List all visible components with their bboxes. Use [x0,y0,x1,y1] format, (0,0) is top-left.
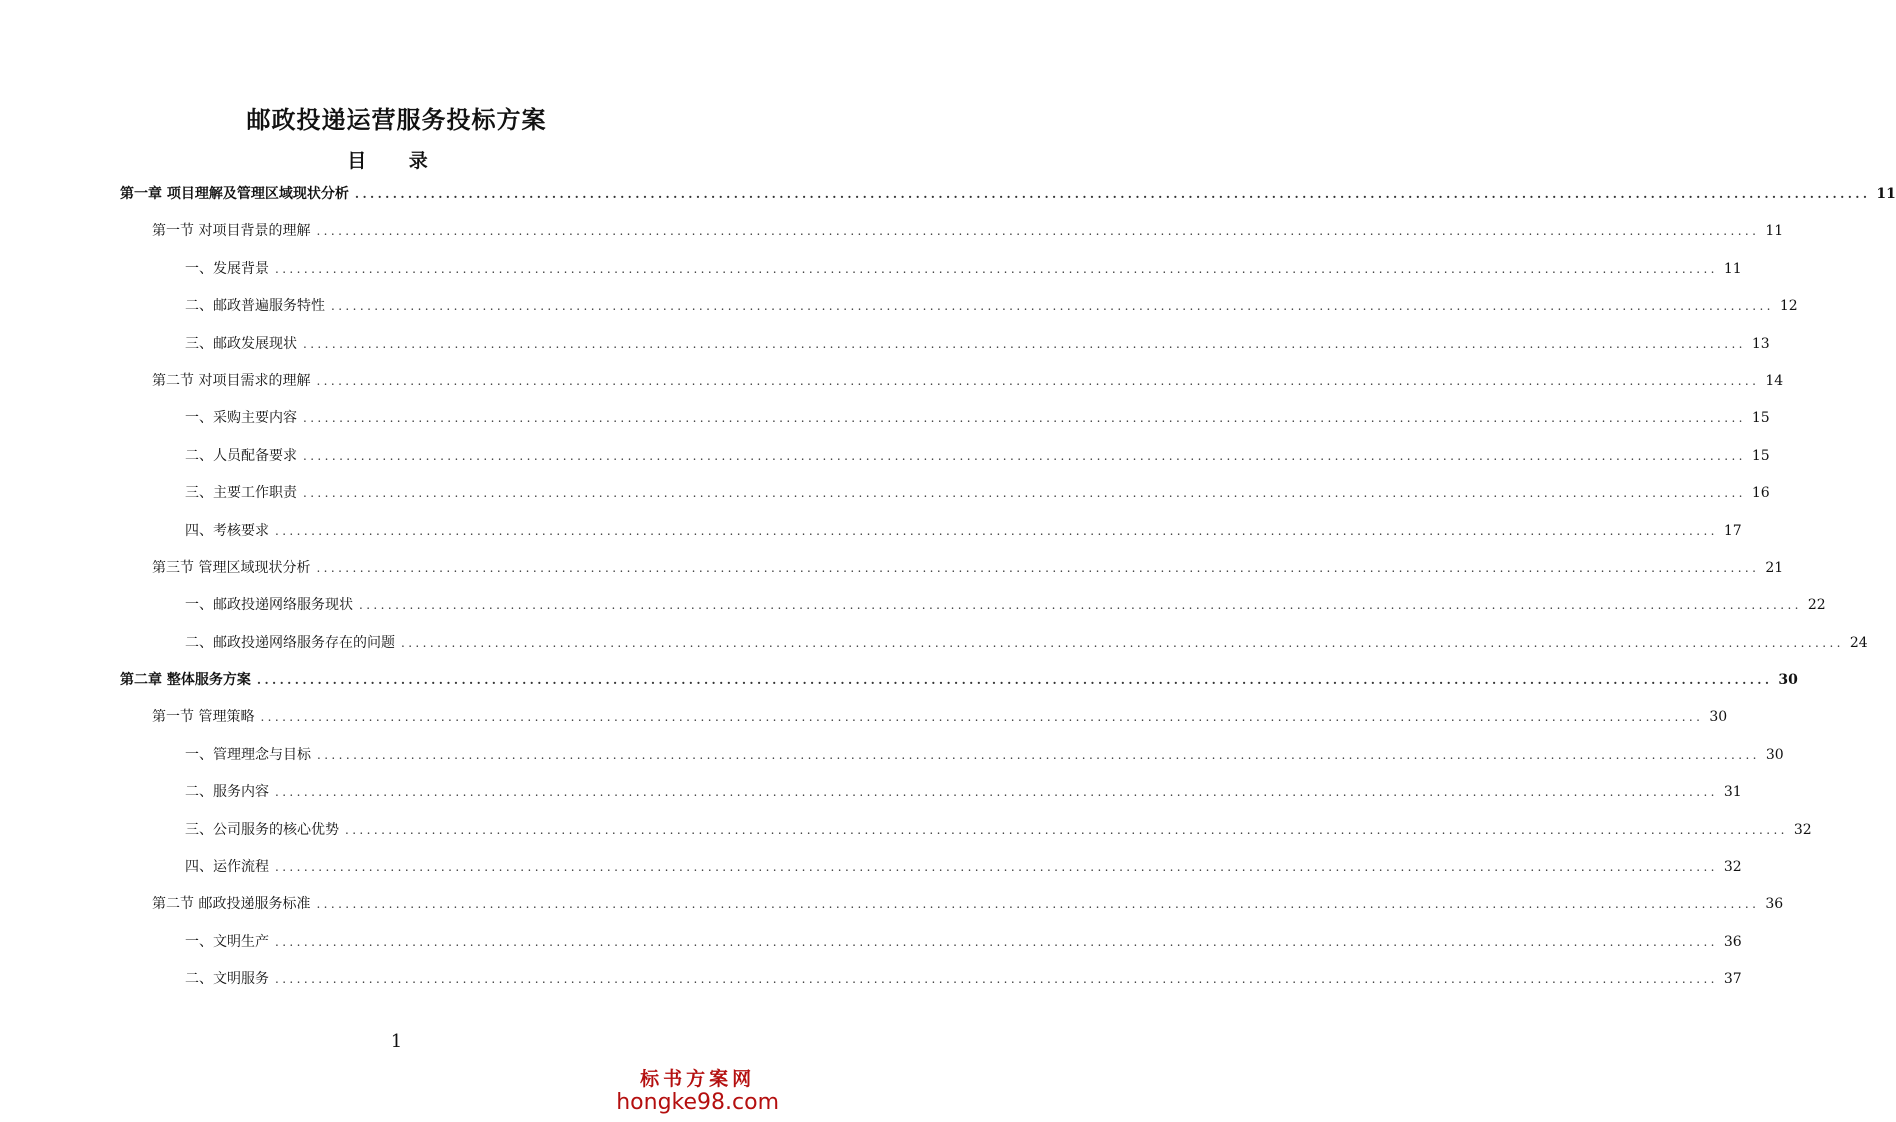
toc-leader-dots: ........................................................................................................................................................................................................ [317,748,1760,762]
toc-entry-subsection[interactable]: 一、邮政投递网络服务现状 ........................................................................................................................................................................................................ 22 [185,594,675,616]
toc-entry-subsection[interactable]: 三、主要工作职责 ........................................................................................................................................................................................................ 16 [185,482,675,504]
toc-page-number: 12 [1779,298,1798,314]
toc-entry-chapter[interactable]: 第一章 项目理解及管理区域现状分析 ........................................................................................................................................................................................................ 11 [120,183,675,205]
toc-entry-subsection[interactable]: 二、邮政投递网络服务存在的问题 ........................................................................................................................................................................................................ 24 [185,632,675,654]
toc-page-number: 32 [1793,822,1812,838]
toc-leader-dots: ........................................................................................................................................................................................................ [275,524,1718,538]
toc-entry-subsection[interactable]: 二、文明服务 ........................................................................................................................................................................................................ 37 [185,968,675,990]
toc-entry-subsection[interactable]: 三、公司服务的核心优势 ........................................................................................................................................................................................................ 32 [185,819,675,841]
toc-page-number: 14 [1765,373,1784,389]
toc-page-number: 15 [1751,410,1770,426]
toc-leader-dots: ........................................................................................................................................................................................................ [275,262,1718,276]
document-title: 邮政投递运营服务投标方案 [246,106,547,134]
toc-page-number: 30 [1778,672,1798,688]
toc-page-number: 30 [1765,747,1784,763]
toc-leader-dots: ........................................................................................................................................................................................................ [260,710,1704,724]
toc-entry-subsection[interactable]: 三、邮政发展现状 ........................................................................................................................................................................................................ 13 [185,333,675,355]
toc-leader-dots: ........................................................................................................................................................................................................ [316,561,1760,575]
toc-entry-section[interactable]: 第二节 对项目需求的理解 ........................................................................................................................................................................................................ 14 [152,370,675,392]
toc-page-number: 11 [1876,186,1896,202]
toc-leader-dots: ........................................................................................................................................................................................................ [316,374,1760,388]
watermark-text-domain: hongke98.com [616,1090,779,1115]
toc-entry-subsection[interactable]: 一、文明生产 ........................................................................................................................................................................................................ 36 [185,931,675,953]
toc-leader-dots: ........................................................................................................................................................................................................ [331,299,1774,313]
toc-leader-dots: ........................................................................................................................................................................................................ [316,224,1760,238]
toc-page-number: 21 [1765,560,1784,576]
toc-page-number: 15 [1751,448,1770,464]
toc-entry-section[interactable]: 第三节 管理区域现状分析 ........................................................................................................................................................................................................ 21 [152,557,675,579]
toc-entry-subsection[interactable]: 二、邮政普遍服务特性 ........................................................................................................................................................................................................ 12 [185,295,675,317]
toc-page-number: 16 [1751,485,1770,501]
toc-leader-dots: ........................................................................................................................................................................................................ [359,598,1802,612]
toc-page-number: 36 [1723,934,1742,950]
toc-entry-subsection[interactable]: 四、运作流程 ........................................................................................................................................................................................................ 32 [185,856,675,878]
toc-page-number: 13 [1751,336,1770,352]
toc-leader-dots: ........................................................................................................................................................................................................ [303,337,1746,351]
toc-page-number: 30 [1709,709,1728,725]
toc-page-number: 24 [1849,635,1868,651]
toc-entry-subsection[interactable]: 一、采购主要内容 ........................................................................................................................................................................................................ 15 [185,407,675,429]
toc-leader-dots: ........................................................................................................................................................................................................ [345,823,1788,837]
toc-entry-section[interactable]: 第一节 对项目背景的理解 ........................................................................................................................................................................................................ 11 [152,220,675,242]
toc-leader-dots: ........................................................................................................................................................................................................ [256,673,1773,687]
toc-leader-dots: ........................................................................................................................................................................................................ [303,411,1746,425]
toc-leader-dots: ........................................................................................................................................................................................................ [316,897,1760,911]
toc-leader-dots: ........................................................................................................................................................................................................ [401,636,1844,650]
page-number: 1 [390,1031,403,1052]
toc-entry-subsection[interactable]: 一、发展背景 ........................................................................................................................................................................................................ 11 [185,258,675,280]
toc-entry-subsection[interactable]: 二、服务内容 ........................................................................................................................................................................................................ 31 [185,781,675,803]
toc-entry-subsection[interactable]: 一、管理理念与目标 ........................................................................................................................................................................................................ 30 [185,744,675,766]
toc-page-number: 17 [1723,523,1742,539]
toc-page-number: 36 [1765,896,1784,912]
toc-page-number: 22 [1807,597,1826,613]
toc-page-number: 31 [1723,784,1742,800]
toc-page-number: 11 [1765,223,1784,239]
toc-leader-dots: ........................................................................................................................................................................................................ [275,860,1718,874]
watermark-text-chinese: 标书方案网 [640,1068,756,1090]
toc-entry-subsection[interactable]: 四、考核要求 ........................................................................................................................................................................................................ 17 [185,520,675,542]
toc-heading: 目 录 [347,150,446,172]
toc-entry-section[interactable]: 第二节 邮政投递服务标准 ........................................................................................................................................................................................................ 36 [152,893,675,915]
toc-page-number: 32 [1723,859,1742,875]
toc-leader-dots: ........................................................................................................................................................................................................ [275,935,1718,949]
toc-page-number: 37 [1723,971,1742,987]
toc-entry-chapter[interactable]: 第二章 整体服务方案 ........................................................................................................................................................................................................ 30 [120,669,675,691]
toc-page-number: 11 [1723,261,1742,277]
toc-leader-dots: ........................................................................................................................................................................................................ [275,972,1718,986]
toc-leader-dots: ........................................................................................................................................................................................................ [275,785,1718,799]
toc-entry-section[interactable]: 第一节 管理策略 ........................................................................................................................................................................................................ 30 [152,706,675,728]
toc-leader-dots: ........................................................................................................................................................................................................ [303,449,1746,463]
toc-leader-dots: ........................................................................................................................................................................................................ [303,486,1746,500]
toc-entry-subsection[interactable]: 二、人员配备要求 ........................................................................................................................................................................................................ 15 [185,445,675,467]
toc-leader-dots: ........................................................................................................................................................................................................ [354,187,1871,201]
watermark-logo [616,1068,779,1116]
